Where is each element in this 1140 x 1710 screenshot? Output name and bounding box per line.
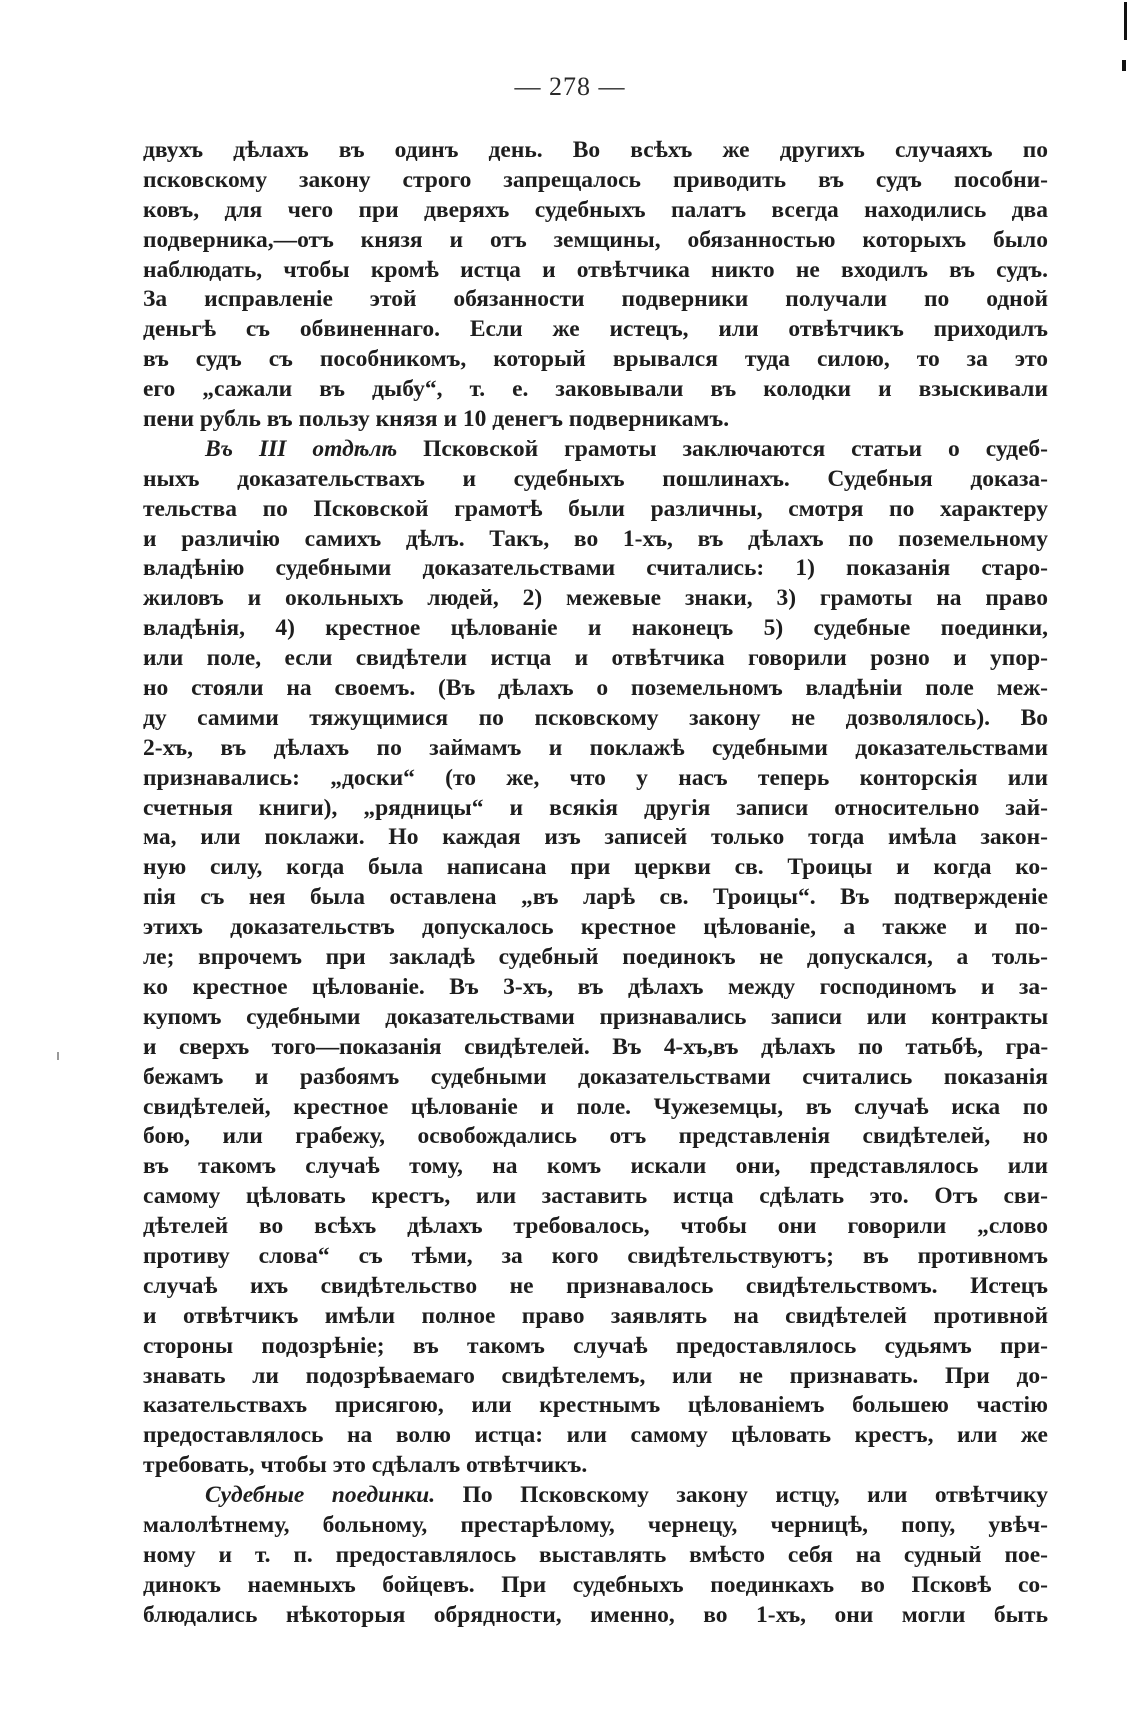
- text-line: ному и т. п. предоставлялось выставлять вмѣсто себя на судный пое-: [143, 1541, 1048, 1568]
- text-line: стороны подозрѣніе; въ такомъ случаѣ предоставлялось судьямъ при-: [143, 1332, 1048, 1359]
- text-line: его „сажали въ дыбу“, т. е. заковывали въ колодки и взыскивали: [143, 376, 1048, 403]
- text-line: казательствахъ присягою, или крестнымъ цѣлованіемъ большею частію: [143, 1392, 1048, 1419]
- text-line: ковъ, для чего при дверяхъ судебныхъ палатъ всегда находились два: [143, 196, 1048, 223]
- section-heading-italic: Судебные поединки.: [205, 1482, 436, 1509]
- text-line: бою, или грабежу, освобождались отъ представленія свидѣтелей, но: [143, 1123, 1048, 1150]
- text-line: требовать, чтобы это сдѣлалъ отвѣтчикъ.: [143, 1452, 588, 1479]
- text-line: жиловъ и окольныхъ людей, 2) межевые знаки, 3) грамоты на право: [143, 585, 1048, 612]
- text-line: самому цѣловать крестъ, или заставить истца сдѣлать это. Отъ сви-: [143, 1183, 1048, 1210]
- text-line: малолѣтнему, больному, престарѣлому, чернецу, черницѣ, попу, увѣч-: [143, 1511, 1048, 1538]
- text-line: деньгѣ съ обвиненнаго. Если же истецъ, или отвѣтчикъ приходилъ: [143, 316, 1048, 343]
- text-line: въ судъ съ пособникомъ, который врывался туда силою, то за это: [143, 346, 1048, 373]
- page-number: — 278 —: [514, 72, 626, 101]
- text-line: противу слова“ съ тѣми, за кого свидѣтельствуютъ; въ противномъ: [143, 1242, 1048, 1269]
- margin-tick: [57, 1052, 59, 1060]
- text-line: владѣнія, 4) крестное цѣлованіе и наконецъ 5) судебные поединки,: [143, 615, 1048, 642]
- text-line: подверника,—отъ князя и отъ земщины, обязанностью которыхъ было: [143, 226, 1048, 253]
- text-line: динокъ наемныхъ бойцевъ. При судебныхъ поединкахъ во Псковѣ со-: [143, 1571, 1048, 1598]
- text-line: ле; впрочемъ при закладѣ судебный поединокъ не допускался, а толь-: [143, 944, 1048, 971]
- text-line: двухъ дѣлахъ въ одинъ день. Во всѣхъ же другихъ случаяхъ по: [143, 137, 1048, 163]
- text-span: По Псковскому закону истцу, или отвѣтчику: [435, 1482, 1048, 1509]
- text-line: случаѣ ихъ свидѣтельство не признавалось свидѣтельствомъ. Истецъ: [143, 1272, 1048, 1299]
- paragraph-first-line: [143, 435, 1048, 465]
- text-line: предоставлялось на волю истца: или самому цѣловать крестъ, или же: [143, 1422, 1048, 1449]
- paragraph-first-line: [143, 1481, 1048, 1511]
- text-line: и отвѣтчикъ имѣли полное право заявлять на свидѣтелей противной: [143, 1302, 1048, 1329]
- text-line: дѣтелей во всѣхъ дѣлахъ требовалось, чтобы они говорили „слово: [143, 1213, 1048, 1240]
- text-line: купомъ судебными доказательствами признавались записи или контракты: [143, 1003, 1048, 1030]
- text-line: 2-хъ, въ дѣлахъ по займамъ и поклажѣ судебными доказательствами: [143, 734, 1048, 761]
- text-line: въ такомъ случаѣ тому, на комъ искали они, представлялось или: [143, 1153, 1048, 1180]
- text-line: владѣнію судебными доказательствами считались: 1) показанія старо-: [143, 555, 1048, 582]
- text-span: Псковской грамоты заключаются статьи о судеб-: [397, 435, 1049, 462]
- text-line: знавать ли подозрѣваемаго свидѣтелемъ, или не признавать. При до-: [143, 1362, 1048, 1389]
- text-line: псковскому закону строго запрещалось приводить въ судъ пособни-: [143, 166, 1048, 193]
- text-line: ныхъ доказательствахъ и судебныхъ пошлинахъ. Судебныя доказа-: [143, 465, 1048, 492]
- text-line: пени рубль въ пользу князя и 10 денегъ подверникамъ.: [143, 406, 730, 433]
- scan-edge-mark: [1124, 2, 1127, 40]
- text-line: бежамъ и разбоямъ судебными доказательствами считались показанія: [143, 1063, 1048, 1090]
- text-line: За исправленіе этой обязанности подверники получали по одной: [143, 286, 1048, 313]
- text-line: счетныя книги), „рядницы“ и всякія другія записи относительно зай-: [143, 794, 1048, 821]
- text-body: [143, 136, 1048, 1631]
- text-line: и различію самихъ дѣлъ. Такъ, во 1-хъ, въ дѣлахъ по поземельному: [143, 525, 1048, 552]
- text-line: пія съ нея была оставлена „въ ларѣ св. Троицы“. Въ подтвержденіе: [143, 884, 1048, 911]
- text-line: ную силу, когда была написана при церкви св. Троицы и когда ко-: [143, 854, 1048, 881]
- scan-edge-dot: [1122, 60, 1126, 71]
- text-line: тельства по Псковской грамотѣ были различны, смотря по характеру: [143, 495, 1048, 522]
- text-line: но стояли на своемъ. (Въ дѣлахъ о поземельномъ владѣніи поле меж-: [143, 675, 1048, 702]
- text-line: блюдались нѣкоторыя обрядности, именно, во 1-хъ, они могли быть: [143, 1601, 1048, 1628]
- text-line: этихъ доказательствъ допускалось крестное цѣлованіе, а также и по-: [143, 914, 1048, 941]
- section-heading-italic: Въ III отдѣлѣ: [205, 435, 398, 462]
- text-line: ду самими тяжущимися по псковскому закону не дозволялось). Во: [143, 704, 1048, 731]
- text-line: и сверхъ того—показанія свидѣтелей. Въ 4-хъ,въ дѣлахъ по татьбѣ, гра-: [143, 1033, 1048, 1060]
- text-line: наблюдать, чтобы кромѣ истца и отвѣтчика никто не входилъ въ судъ.: [143, 256, 1048, 283]
- text-line: свидѣтелей, крестное цѣлованіе и поле. Чужеземцы, въ случаѣ иска по: [143, 1093, 1048, 1120]
- text-line: ма, или поклажи. Но каждая изъ записей только тогда имѣла закон-: [143, 824, 1048, 851]
- text-line: ко крестное цѣлованіе. Въ 3-хъ, въ дѣлахъ между господиномъ и за-: [143, 973, 1048, 1000]
- text-line: или поле, если свидѣтели истца и отвѣтчика говорили розно и упор-: [143, 645, 1048, 672]
- text-line: признавались: „доски“ (то же, что у насъ теперь конторскія или: [143, 764, 1048, 791]
